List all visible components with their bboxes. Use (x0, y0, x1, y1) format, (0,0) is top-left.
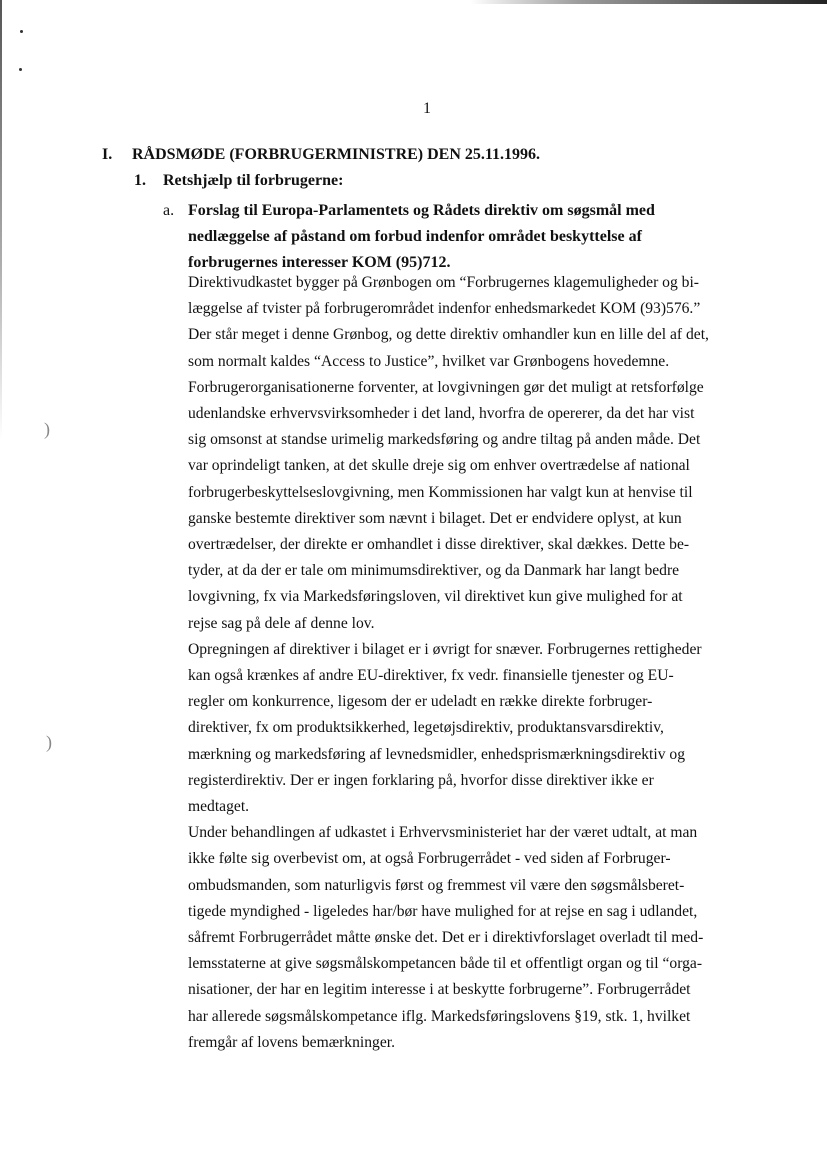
body-line: regler om konkurrence, ligesom der er udeladt en række direkte forbruger- (188, 693, 653, 711)
subsection-heading (134, 170, 343, 192)
body-line: Opregningen af direktiver i bilaget er i øvrigt for snæver. Forbrugernes rettigheder (188, 640, 702, 658)
body-line: såfremt Forbrugerrådet måtte ønske det. Det er i direktivforslaget overladt til med- (188, 929, 704, 947)
item-title (188, 198, 748, 276)
scan-bleedthrough-mark: ) (46, 732, 52, 752)
section-number: I. (102, 146, 113, 163)
body-line: medtaget. (188, 798, 250, 816)
body-line: lovgivning, fx via Markedsføringsloven, vil direktivet kun give mulighed for at (188, 588, 683, 606)
body-line: registerdirektiv. Der er ingen forklaring på, hvorfor disse direktiver ikke er (188, 771, 654, 789)
body-line: nisationer, der har en legitim interesse i at beskytte forbrugerne”. Forbrugerrådet (188, 981, 691, 999)
body-line: Under behandlingen af udkastet i Erhvervsministeriet har der været udtalt, at man (188, 824, 698, 842)
body-line: som normalt kaldes “Access to Justice”, hvilket var Grønbogens hovedemne. (188, 352, 670, 370)
body-line: Forbrugerorganisationerne forventer, at lovgivningen gør det muligt at retsforfølge (188, 378, 704, 396)
page-number: 1 (423, 100, 431, 117)
body-line: forbrugerbeskyttelseslovgivning, men Kommissionen har valgt kun at henvise til (188, 483, 693, 501)
item-title-line: nedlæggelse af påstand om forbud indenfor området beskyttelse af (188, 228, 642, 245)
body-line: læggelse af tvister på forbrugerområdet indenfor enhedsmarkedet KOM (93)576.” (188, 300, 701, 318)
body-line: fremgår af lovens bemærkninger. (188, 1033, 395, 1051)
body-line: udenlandske erhvervsvirksomheder i det land, hvorfra de opererer, da det har vist (188, 405, 695, 423)
item-marker: a. (163, 202, 175, 219)
section-heading (102, 144, 540, 166)
subsection-title: Retshjælp til forbrugerne: (163, 172, 344, 189)
section-title: RÅDSMØDE (FORBRUGERMINISTRE) DEN 25.11.1996. (132, 146, 541, 163)
body-line: rejse sag på dele af denne lov. (188, 614, 375, 632)
item-title-line: forbrugernes interesser KOM (95)712. (188, 254, 451, 271)
scan-edge-left (0, 0, 2, 440)
body-line: kan også krænkes af andre EU-direktiver, fx vedr. finansielle tjenester og EU- (188, 667, 674, 685)
body-line: har allerede søgsmålskompetance iflg. Markedsføringslovens §19, stk. 1, hvilket (188, 1007, 691, 1025)
body-line: tigede myndighed - ligeledes har/bør have mulighed for at rejse en sag i udlandet, (188, 902, 698, 920)
body-line: mærkning og markedsføring af levnedsmidler, enhedsprismærkningsdirektiv og (188, 745, 685, 763)
body-line: direktiver, fx om produktsikkerhed, legetøjsdirektiv, produktansvarsdirektiv, (188, 719, 664, 737)
body-line: Direktivudkastet bygger på Grønbogen om “Forbrugernes klagemuligheder og bi- (188, 274, 699, 291)
scan-speck (19, 68, 22, 71)
body-line: ganske bestemte direktiver som nævnt i bilaget. Det er endvidere oplyst, at kun (188, 509, 682, 527)
body-line: lemsstaterne at give søgsmålskompetancen både til et offentligt organ og til “orga- (188, 955, 703, 973)
scan-bleedthrough-mark: ) (44, 419, 50, 439)
scan-edge-top (470, 0, 827, 4)
subsection-number: 1. (134, 172, 146, 189)
body-line: var oprindeligt tanken, at det skulle dreje sig om enhver overtrædelse af national (188, 457, 690, 475)
body-line: ombudsmanden, som naturligvis først og fremmest vil være den søgsmålsberet- (188, 876, 685, 894)
body-line: sig omsonst at standse urimelig markedsføring og andre tiltag på anden måde. Det (188, 431, 701, 449)
body-text (188, 270, 758, 1056)
body-line: overtrædelser, der direkte er omhandlet i disse direktiver, skal dækkes. Dette be- (188, 536, 690, 554)
body-line: ikke følte sig overbevist om, at også Forbrugerrådet - ved siden af Forbruger- (188, 850, 671, 868)
scan-speck (20, 30, 23, 33)
body-line: tyder, at da der er tale om minimumsdirektiver, og da Danmark har langt bedre (188, 562, 680, 580)
body-line: Der står meget i denne Grønbog, og dette direktiv omhandler kun en lille del af det, (188, 326, 709, 344)
item-title-line: Forslag til Europa-Parlamentets og Rådets direktiv om søgsmål med (188, 202, 655, 219)
